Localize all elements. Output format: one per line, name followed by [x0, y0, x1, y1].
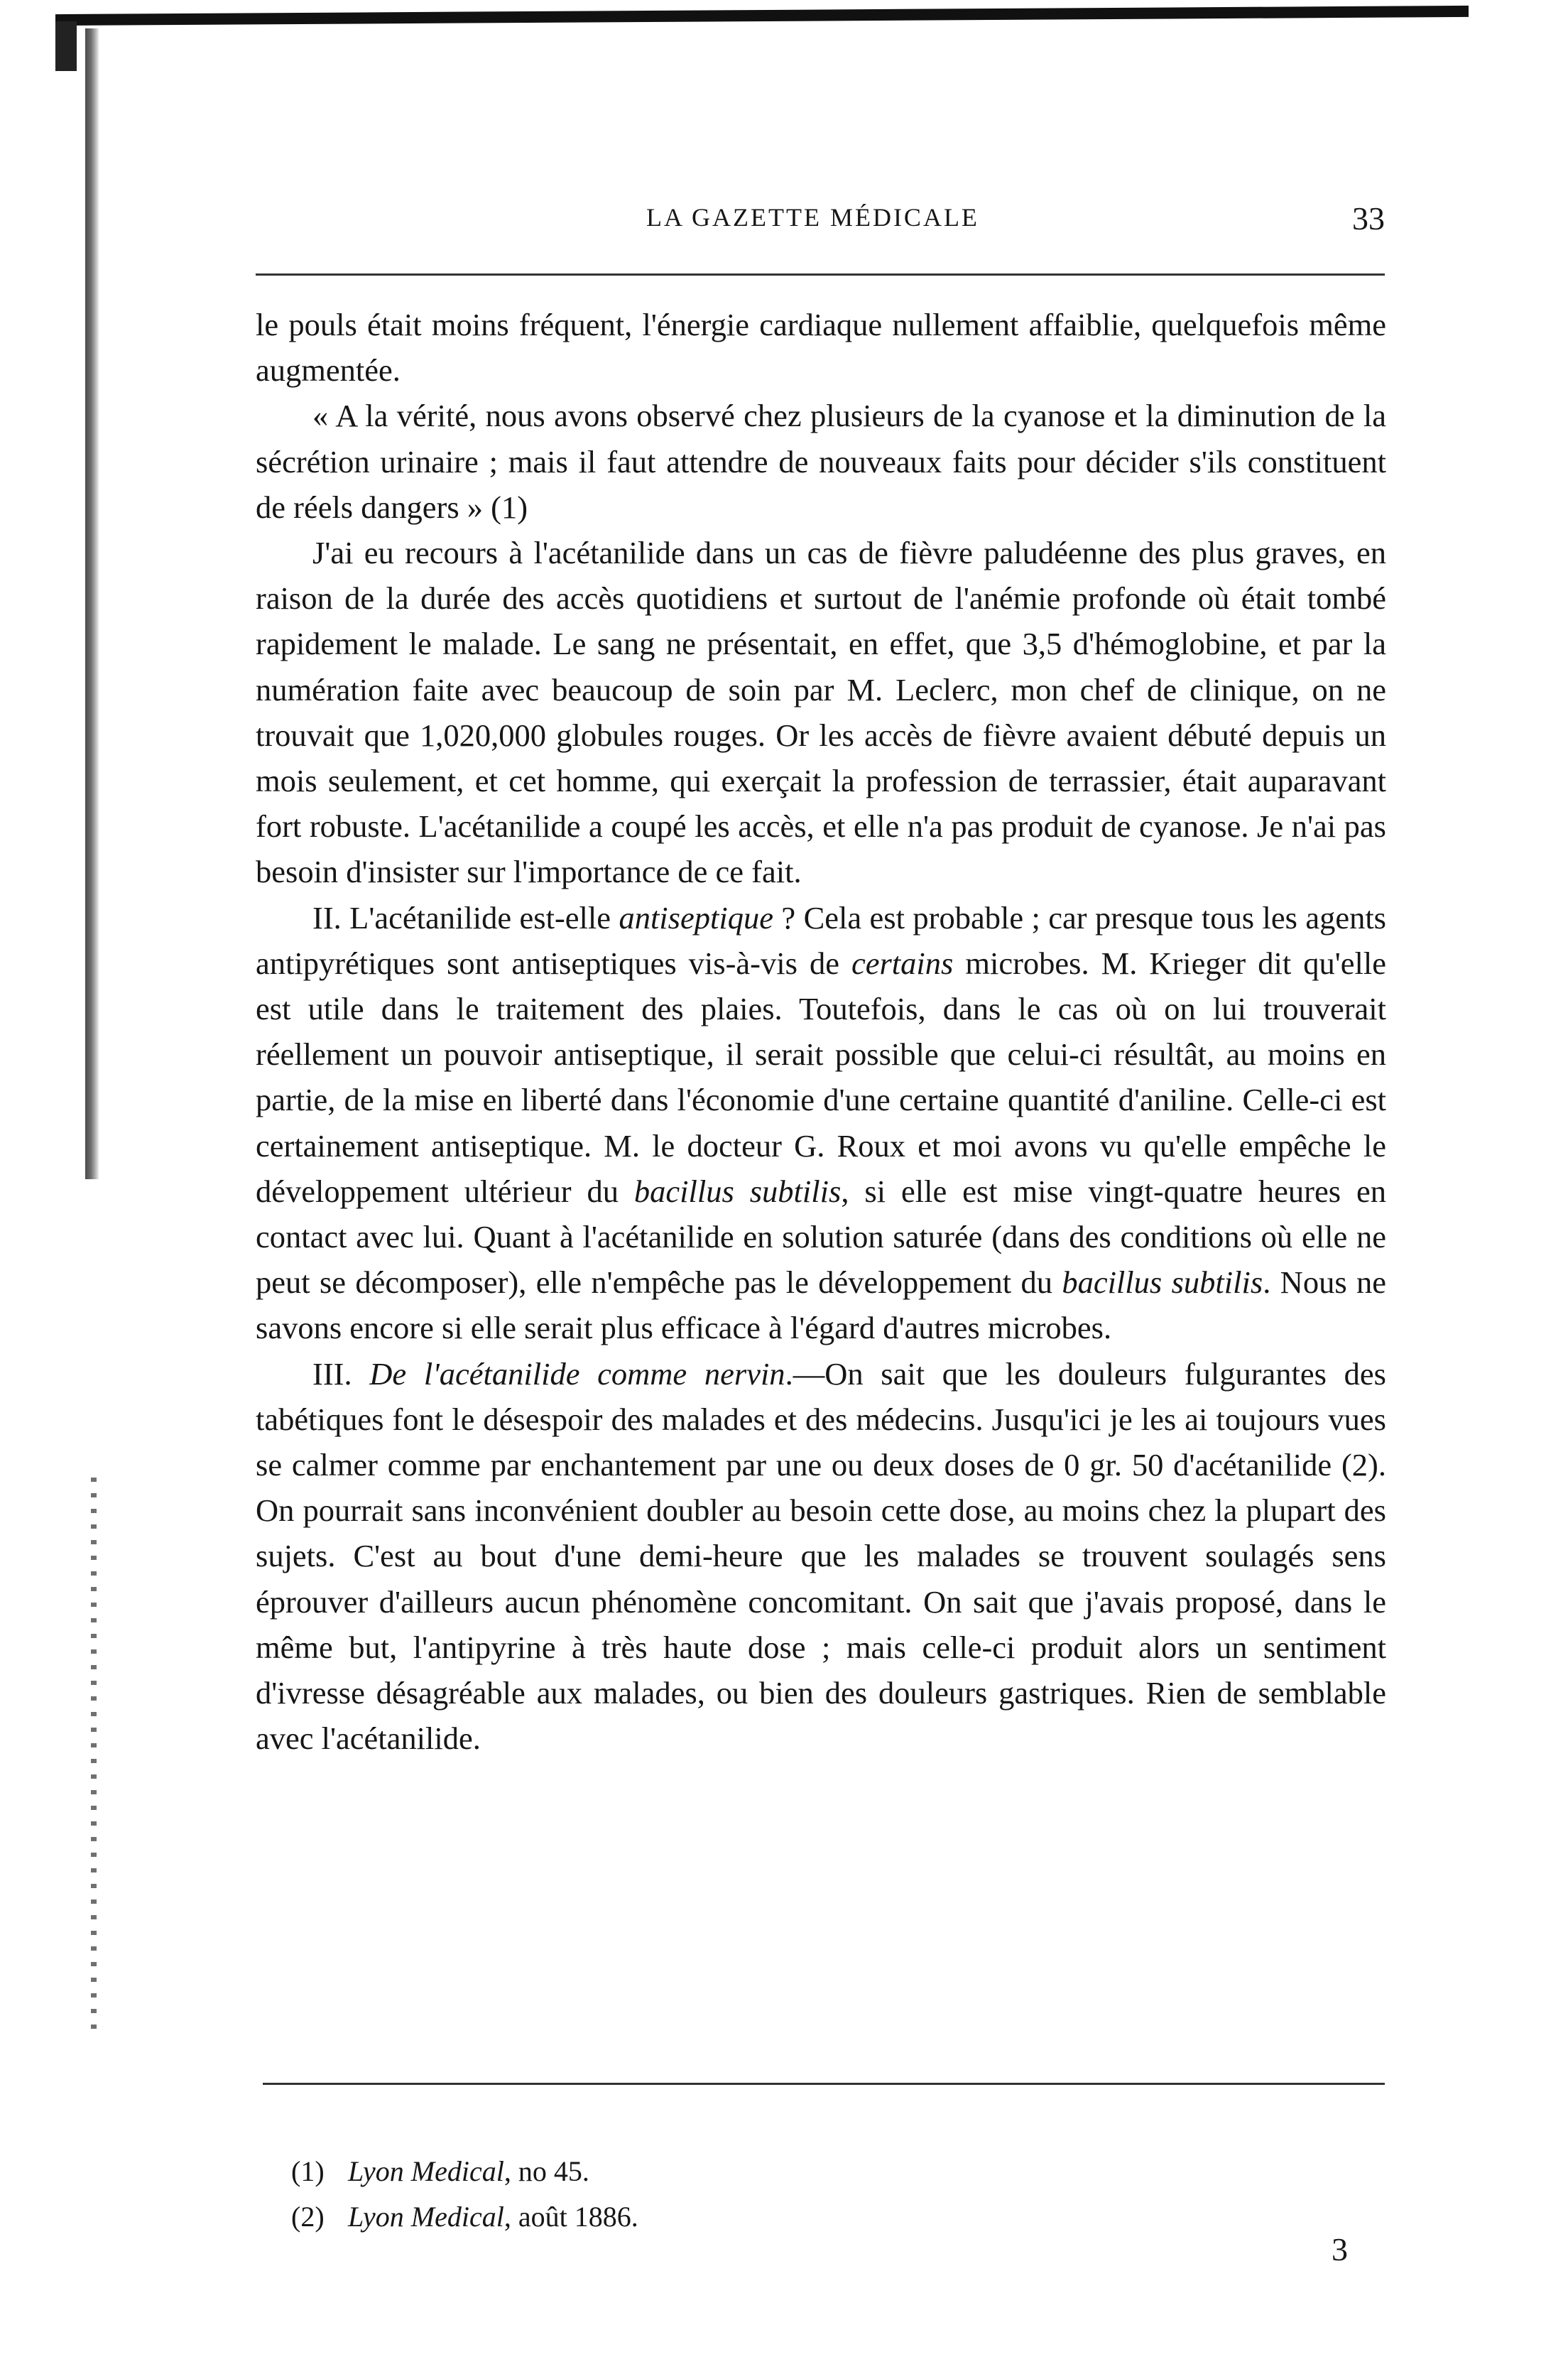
- text-run: II. L'acétanilide est-elle: [312, 899, 619, 936]
- text-run: le pouls était moins fréquent, l'énergie cardiaque nullement affaiblie, quelquefois même augmentée.: [256, 307, 1386, 389]
- paragraph: [256, 302, 1386, 393]
- page-edge-corner: [55, 21, 77, 71]
- running-head: [256, 202, 1392, 245]
- italic-text: bacillus subtilis: [1062, 1264, 1263, 1301]
- footnote-mark: (2): [291, 2201, 325, 2233]
- footnote: [291, 2194, 638, 2240]
- signature-mark: 3: [1332, 2231, 1348, 2267]
- binding-shadow: [85, 28, 99, 1179]
- paragraph: [256, 1351, 1386, 1762]
- text-run: « A la vérité, nous avons observé chez plusieurs de la cyanose et la diminution de la sécrétion urinaire ; mais il faut attendre de nouveaux faits pour décider s'ils constituent de réels dangers » (1): [256, 398, 1386, 525]
- header-rule: [256, 273, 1385, 276]
- paragraph: [256, 895, 1386, 1351]
- footnote-detail: , août 1886.: [503, 2201, 638, 2233]
- paragraph: [256, 393, 1386, 530]
- binding-specks: [91, 1478, 97, 2032]
- body-text: [256, 302, 1386, 1762]
- running-title: LA GAZETTE MÉDICALE: [646, 203, 979, 232]
- text-run: ? Cela est probable ; car presque tous les agents antipyrétiques sont antiseptiques vis-à-vis de: [256, 899, 1386, 981]
- footnote-mark: (1): [291, 2155, 325, 2187]
- footnote: [291, 2149, 638, 2194]
- italic-text: De l'acétanilide comme nervin: [369, 1355, 785, 1392]
- text-run: microbes. M. Krieger dit qu'elle est utile dans le traitement des plaies. Toutefois, dans le cas où on lui trouverait réellement un pouvoir antiseptique, il serait possible que celui-ci résultât, au moins en partie, de la mise en liberté dans l'économie d'une certaine quantité d'aniline. Celle-ci est certainement antiseptique. M. le docteur G. Roux et moi avons vu qu'elle empêche le développement ultérieur du: [256, 945, 1386, 1209]
- text-run: J'ai eu recours à l'acétanilide dans un cas de fièvre paludéenne des plus graves, en raison de la durée des accès quotidiens et surtout de l'anémie profonde où était tombé rapidement le malade. Le sang ne présentait, en effet, que 3,5 d'hémoglobine, et par la numération faite avec beaucoup de soin par M. Leclerc, mon chef de clinique, on ne trouvait que 1,020,000 globules rouges. Or les accès de fièvre avaient débuté depuis un mois seulement, et cet homme, qui exerçait la profession de terrassier, était auparavant fort robuste. L'acétanilide a coupé les accès, et elle n'a pas produit de cyanose. Je n'ai pas besoin d'insister sur l'importance de ce fait.: [256, 535, 1386, 890]
- page-edge-top: [55, 6, 1469, 26]
- text-run: III.: [312, 1355, 370, 1392]
- italic-text: antiseptique: [619, 899, 773, 936]
- paragraph: [256, 530, 1386, 895]
- footnote-detail: , no 45.: [503, 2155, 589, 2187]
- text-run: .—On sait que les douleurs fulgurantes des tabétiques font le désespoir des malades et des médecins. Jusqu'ici je les ai toujours vues se calmer comme par enchantement par une ou deux doses de 0 gr. 50 d'acétanilide (2). On pourrait sans inconvénient doubler au besoin cette dose, au moins chez la plupart des sujets. C'est au bout d'une demi-heure que les malades se trouvent soulagés sens éprouver d'ailleurs aucun phénomène concomitant. On sait que j'avais proposé, dans le même but, l'antipyrine à très haute dose ; mais celle-ci produit alors un sentiment d'ivresse désagréable aux malades, ou bien des douleurs gastriques. Rien de semblable avec l'acétanilide.: [256, 1355, 1386, 1757]
- text-run: , si elle est mise vingt-quatre heures en contact avec lui. Quant à l'acétanilide en solution saturée (dans des conditions où elle ne peut se décomposer), elle n'empêche pas le développement du: [256, 1173, 1387, 1301]
- page-number: 33: [1352, 200, 1385, 237]
- italic-text: bacillus subtilis: [633, 1173, 842, 1209]
- footnote-rule: [263, 2083, 1385, 2085]
- italic-text: certains: [851, 945, 954, 981]
- footnote-source: Lyon Medical: [348, 2201, 504, 2233]
- text-run: . Nous ne savons encore si elle serait plus efficace à l'égard d'autres microbes.: [256, 1264, 1386, 1346]
- footnotes: [291, 2149, 638, 2240]
- footnote-source: Lyon Medical: [348, 2155, 504, 2187]
